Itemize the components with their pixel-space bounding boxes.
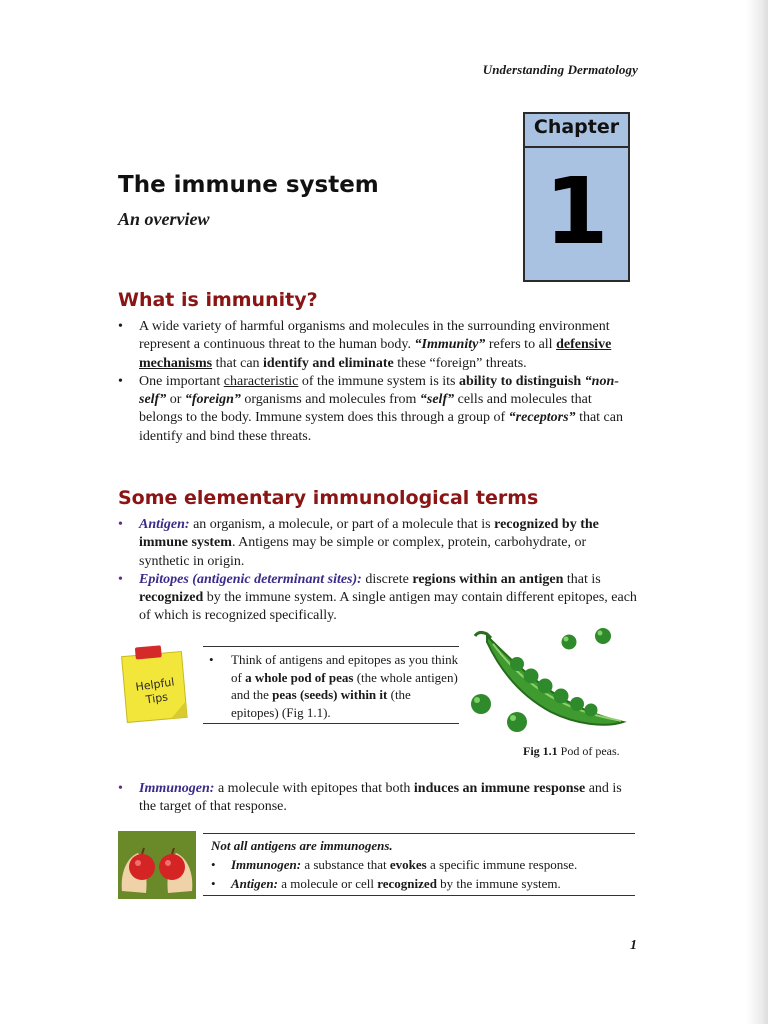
immunogen-note-box xyxy=(203,833,635,896)
underlined-text: characteristic xyxy=(223,373,299,389)
list-item xyxy=(118,373,638,446)
list-item xyxy=(118,571,638,626)
text-span: A wide variety of harmful organisms and molecules in the surrounding environment represent a continuous threat to the human body. xyxy=(139,319,610,353)
note-lead: Not all antigens are immunogens. xyxy=(211,838,393,853)
note-item xyxy=(203,855,635,874)
list-item xyxy=(118,516,638,571)
term-label: Immunogen: xyxy=(231,857,302,872)
text-span: . Antigens may be simple or complex, protein, carbohydrate, or synthetic in origin. xyxy=(139,535,587,569)
list-item xyxy=(118,780,638,817)
note-item xyxy=(203,874,635,893)
term-label: Antigen: xyxy=(139,517,190,532)
text-span: an organism, a molecule, or part of a molecule that is xyxy=(189,517,495,532)
emphasis-text: defensive mechanisms xyxy=(139,337,612,371)
emphasis-text: “foreign” xyxy=(184,392,241,408)
text-span: (the epitopes) (Fig 1.1). xyxy=(231,687,411,720)
text-span: cells and molecules that belongs to the body. Immune system does this through a group of xyxy=(139,392,592,426)
text-span: organisms and molecules from xyxy=(240,392,420,408)
immunity-list xyxy=(118,318,638,446)
emphasis-text: recognized by the immune system xyxy=(139,517,599,551)
text-span: Think of antigens and epitopes as you think of xyxy=(231,652,459,685)
text-span: these “foreign” threats. xyxy=(393,355,527,371)
emphasis-text: regions within an antigen xyxy=(412,571,564,587)
text-span: by the immune system. xyxy=(436,876,561,891)
text-span: by the immune system. A single antigen may contain different epitopes, each of which is recognized specifically. xyxy=(139,590,637,624)
emphasis-text: ability to distinguish xyxy=(459,373,582,389)
text-span: a specific immune response. xyxy=(426,857,578,872)
list-item xyxy=(118,318,638,373)
text-span: a molecule with epitopes that both xyxy=(214,781,414,796)
terms-list xyxy=(118,516,638,626)
emphasis-text: evokes xyxy=(389,857,427,872)
term-label: Immunogen: xyxy=(139,781,215,796)
text-span: a molecule or cell xyxy=(277,876,378,891)
text-span: or xyxy=(166,392,185,408)
pea-pod-figure xyxy=(465,624,635,742)
page-edge-shadow xyxy=(746,0,768,1024)
helpful-tips-label: Helpful Tips xyxy=(134,675,176,707)
emphasis-text: peas (seeds) within it xyxy=(272,687,388,702)
text-span: that is xyxy=(563,571,601,587)
emphasis-text: “self” xyxy=(419,392,455,408)
emphasis-text: “Immunity” xyxy=(414,337,486,353)
term-label: Epitopes (antigenic determinant sites): xyxy=(139,571,362,587)
text-span: that can identify and bind these threats. xyxy=(139,410,623,444)
immunogen-list xyxy=(118,780,638,817)
emphasis-text: identify and eliminate xyxy=(263,355,394,371)
text-span: One important xyxy=(139,373,224,389)
emphasis-text: induces an immune response xyxy=(413,781,586,796)
text-span: of the immune system is its xyxy=(298,373,459,389)
hands-apples-icon xyxy=(118,831,196,899)
chapter-number: 1 xyxy=(544,158,609,265)
text-span: (the whole antigen) and the xyxy=(231,669,458,702)
running-head: Understanding Dermatology xyxy=(482,62,638,77)
text-span: and is the target of that response. xyxy=(139,781,622,815)
tip-item xyxy=(203,651,459,721)
figure-caption xyxy=(523,744,620,759)
emphasis-text: a whole pod of peas xyxy=(245,669,354,685)
text-span: a substance that xyxy=(301,857,390,872)
chapter-subtitle: An overview xyxy=(118,209,210,229)
page-number: 1 xyxy=(630,938,637,953)
caption-label: Fig 1.1 xyxy=(523,744,558,758)
chapter-title: The immune system xyxy=(118,172,379,198)
text-span: discrete xyxy=(361,571,413,587)
chapter-label: Chapter xyxy=(525,116,628,148)
text-span: that can xyxy=(212,355,264,371)
helpful-tips-box xyxy=(203,646,459,724)
section-heading-immunity: What is immunity? xyxy=(118,289,318,311)
caption-text: Pod of peas. xyxy=(557,744,620,758)
text-span: refers to all xyxy=(485,337,557,353)
emphasis-text: “non-self” xyxy=(139,373,619,408)
emphasis-text: recognized xyxy=(377,876,437,891)
emphasis-text: “receptors” xyxy=(508,410,576,426)
section-heading-terms: Some elementary immunological terms xyxy=(118,487,539,509)
emphasis-text: recognized xyxy=(139,590,204,606)
term-label: Antigen: xyxy=(231,876,278,891)
